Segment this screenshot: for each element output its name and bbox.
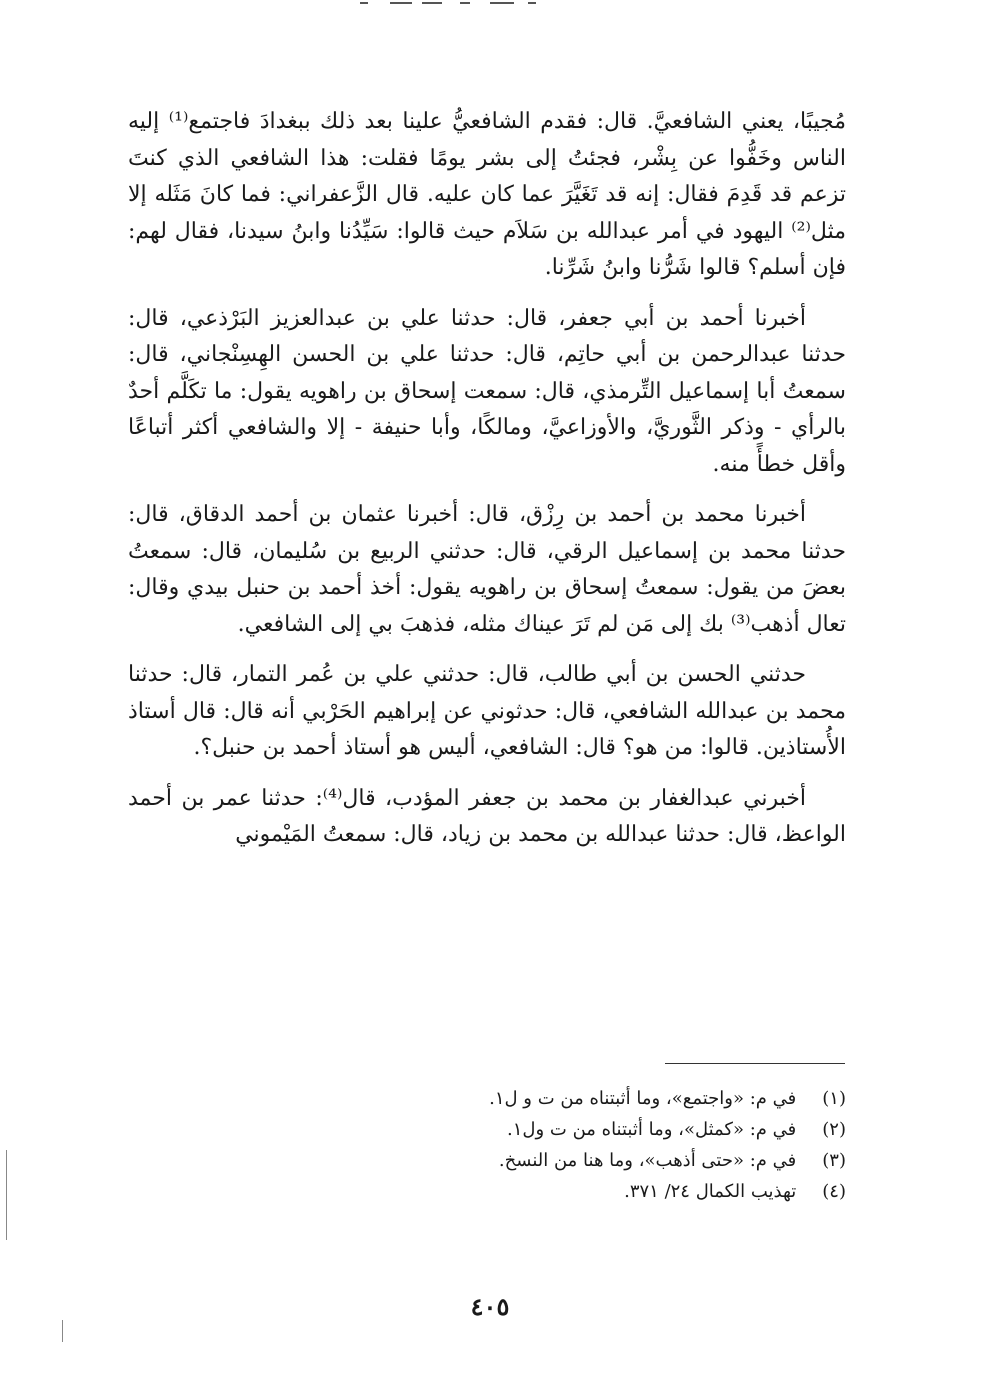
footnote-number: (٤) [822, 1181, 846, 1202]
page-number: ٤٠٥ [470, 1292, 510, 1321]
footnote-3 [400, 1145, 846, 1176]
footnote-number: (١) [822, 1088, 846, 1109]
paragraph-1 [128, 104, 846, 287]
footnote-text: في م: «حتى أذهب»، وما هنا من النسخ. [498, 1150, 797, 1171]
footnote-text: في م: «واجتمع»، وما أثبتناه من ت و ل١. [489, 1088, 797, 1109]
footnote-1 [400, 1083, 846, 1114]
footnote-number: (٢) [822, 1119, 846, 1140]
footnote-number: (٣) [822, 1150, 846, 1171]
footnote-text: تهذيب الكمال ٢٤/ ٣٧١. [624, 1181, 797, 1202]
paragraph-text: أخبرنا أحمد بن أبي جعفر، قال: حدثنا علي بن عبدالعزيز البَرْذعي، قال: حدثنا عبدالرحمن بن أبي حاتِم، قال: حدثنا علي بن الحسن الهِسِنْجاني، قال: سمعتُ أبا إسماعيل التِّرمذي، قال: سمعت إسحاق بن راهويه يقول: ما تكَلَّم أحدٌ بالرأي - وذكر الثَّوريَّ، والأوزاعيَّ، ومالكًا، وأبا حنيفة - إلا والشافعي أكثر أتباعًا وأقل خطأً منه. [128, 305, 846, 477]
paragraph-text: مُجيبًا، يعني الشافعيَّ. قال: فقدم الشافعيُّ علينا بعد ذلك ببغدادَ فاجتمع⁽¹⁾ إليه الناس وخَفُّوا عن بِشْر، فجئتُ إلى بشر يومًا فقلت: هذا الشافعي الذي كنتَ تزعم قد قَدِمَ فقال: إنه قد تَغَيَّرَ عما كان عليه. قال الزَّعفراني: فما كانَ مَثَله إلا مثل⁽²⁾ اليهود في أمر عبدالله بن سَلاَم حيث قالوا: سَيِّدُنا وابنُ سيدنا، فقال لهم: فإن أسلم؟ قالوا شَرُّنا وابنُ شَرِّنا. [128, 109, 846, 280]
paragraph-3 [128, 497, 846, 643]
footnote-text: في م: «كمثل»، وما أثبتناه من ت ول١. [507, 1119, 797, 1140]
left-margin-line [6, 1150, 7, 1240]
paragraph-5 [128, 781, 846, 854]
footnote-2 [400, 1114, 846, 1145]
paragraph-4 [128, 657, 846, 767]
top-edge-marks [360, 0, 540, 8]
footnote-4 [400, 1176, 846, 1207]
main-text [128, 104, 846, 868]
paragraph-2 [128, 301, 846, 484]
footnotes [400, 1083, 846, 1207]
paragraph-text: حدثني الحسن بن أبي طالب، قال: حدثني علي بن عُمر التمار، قال: حدثنا محمد بن عبدالله الشافعي، قال: حدثوني عن إبراهيم الحَرْبي أنه قال: قال أستاذ الأُستاذين. قالوا: من هو؟ قال: الشافعي، أليس هو أستاذ أحمد بن حنبل؟. [128, 662, 846, 760]
footnote-separator [665, 1063, 845, 1064]
paragraph-text: أخبرنا محمد بن أحمد بن رِزْق، قال: أخبرنا عثمان بن أحمد الدقاق، قال: حدثنا محمد بن إسماعيل الرقي، قال: حدثني الربيع بن سُليمان، قال: سمعتُ بعضَ من يقول: سمعتُ إسحاق بن راهويه يقول: أخذ أحمد بن حنبل بيدي وقال: تعال أذهب⁽³⁾ بك إلى مَن لم تَرَ عيناك مثله، فذهبَ بي إلى الشافعي. [128, 502, 846, 637]
paragraph-text: أخبرني عبدالغفار بن محمد بن جعفر المؤدب، قال⁽⁴⁾: حدثنا عمر بن أحمد الواعظ، قال: حدثنا عبدالله بن محمد بن زياد، قال: سمعتُ المَيْموني [128, 785, 846, 847]
left-margin-line-lower [62, 1320, 63, 1342]
